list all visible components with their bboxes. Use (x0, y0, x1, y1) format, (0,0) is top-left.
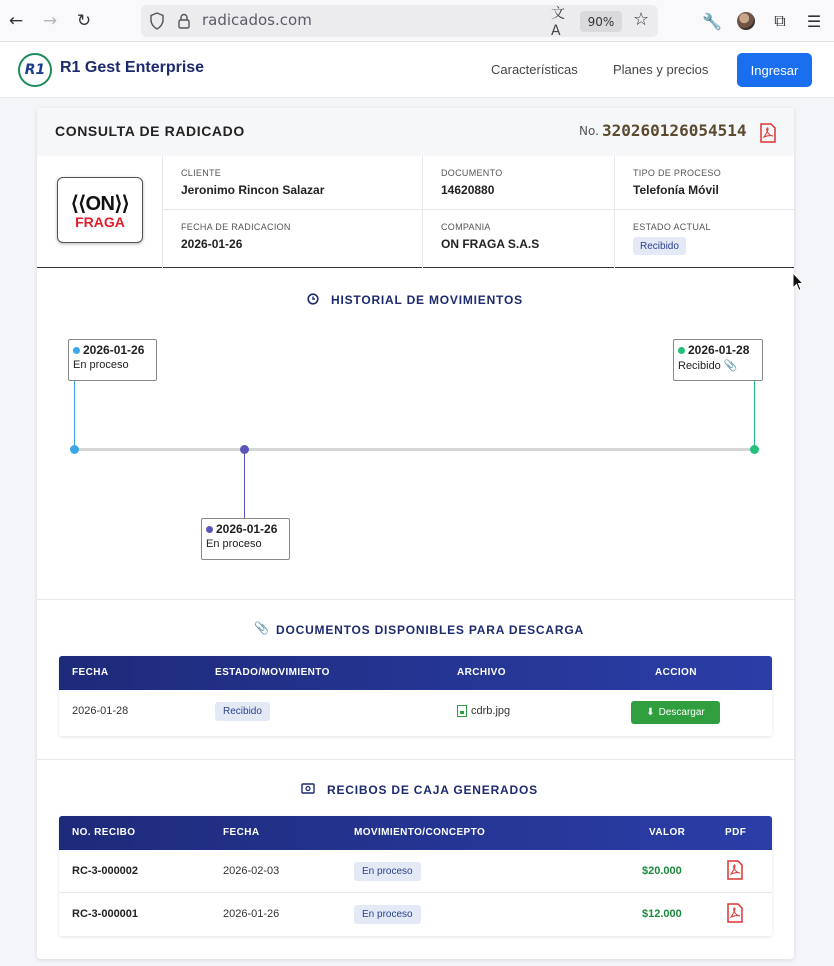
mouse-cursor-icon (792, 272, 804, 292)
pdf-icon[interactable] (759, 123, 777, 143)
documento-value: 14620880 (441, 183, 495, 197)
nav-planes-precios[interactable]: Planes y precios (613, 62, 709, 77)
info-grid (37, 156, 794, 268)
extensions-icon[interactable]: ⧉ (774, 11, 786, 30)
zoom-indicator[interactable]: 90% (580, 11, 622, 32)
table-row: 2026-01-28 Recibido cdrb.jpg ⬇ Descargar (59, 690, 772, 733)
image-file-icon (457, 705, 467, 717)
paperclip-icon[interactable]: 📎 (723, 360, 738, 372)
timeline-track (74, 448, 755, 451)
pdf-icon[interactable] (726, 903, 744, 923)
wrench-icon[interactable]: 🔧 (702, 11, 722, 31)
forward-icon[interactable]: → (42, 11, 58, 31)
recibos-title: RECIBOS DE CAJA GENERADOS (327, 783, 538, 797)
login-button[interactable]: Ingresar (737, 53, 812, 87)
file-link[interactable]: cdrb.jpg (457, 705, 510, 717)
brand-logo[interactable]: R1 (18, 53, 52, 87)
table-row: RC-3-000002 2026-02-03 En proceso $20.000 (59, 850, 772, 893)
translate-icon[interactable]: 文A (551, 6, 565, 39)
compania-label: COMPANIA (441, 222, 491, 232)
cliente-value: Jeronimo Rincon Salazar (181, 183, 325, 197)
browser-toolbar (0, 0, 834, 42)
site-header (0, 42, 834, 98)
radicado-card (37, 108, 794, 959)
estado-label: ESTADO ACTUAL (633, 222, 711, 232)
number-label: No. (579, 124, 599, 138)
status-badge: En proceso (354, 905, 421, 924)
back-icon[interactable]: ← (8, 11, 24, 31)
reload-icon[interactable]: ↻ (76, 11, 92, 31)
documentos-title: DOCUMENTOS DISPONIBLES PARA DESCARGA (276, 623, 584, 637)
lock-icon[interactable] (177, 12, 191, 30)
money-icon (301, 783, 315, 794)
tipo-value: Telefonía Móvil (633, 183, 719, 197)
status-badge: En proceso (354, 862, 421, 881)
documentos-table: FECHA ESTADO/MOVIMIENTO ARCHIVO ACCION 2026-01-28 Recibido cdrb.jpg ⬇ Descargar (59, 656, 772, 736)
download-button[interactable]: ⬇ Descargar (631, 701, 720, 724)
status-badge: Recibido (633, 237, 686, 255)
timeline-dot (70, 445, 79, 454)
table-row: RC-3-000001 2026-01-26 En proceso $12.000 (59, 893, 772, 936)
url-bar[interactable] (141, 5, 658, 37)
fecha-value: 2026-01-26 (181, 237, 243, 251)
compania-value: ON FRAGA S.A.S (441, 237, 540, 251)
timeline-dot (240, 445, 249, 454)
timeline-dot (750, 445, 759, 454)
fecha-label: FECHA DE RADICACION (181, 222, 291, 232)
recibos-table: NO. RECIBO FECHA MOVIMIENTO/CONCEPTO VALOR PDF RC-3-000002 2026-02-03 En proceso $20.000 RC-3-000001 2026-01-26 En proceso $12.000 (59, 816, 772, 936)
shield-icon[interactable] (149, 12, 165, 30)
radicado-number: 320260126054514 (602, 121, 747, 140)
timeline-event: 2026-01-26 En proceso (68, 339, 157, 381)
card-header (37, 108, 794, 156)
timeline-event: 2026-01-28 Recibido 📎 (673, 339, 763, 381)
paperclip-icon: 📎 (254, 621, 269, 635)
clock-icon (307, 293, 319, 305)
company-logo: ⟨⟨ON⟩⟩ FRAGA (57, 177, 143, 243)
pdf-icon[interactable] (726, 860, 744, 880)
star-icon[interactable]: ☆ (633, 9, 650, 30)
menu-icon[interactable]: ☰ (806, 11, 822, 31)
avatar[interactable] (734, 9, 758, 33)
page-title: CONSULTA DE RADICADO (55, 123, 245, 139)
timeline-event: 2026-01-26 En proceso (201, 518, 290, 560)
documento-label: DOCUMENTO (441, 168, 503, 178)
nav-caracteristicas[interactable]: Características (491, 62, 578, 77)
url-text[interactable]: radicados.com (202, 11, 312, 29)
status-badge: Recibido (215, 702, 270, 721)
download-icon: ⬇ (646, 707, 655, 718)
historial-title: HISTORIAL DE MOVIMIENTOS (331, 293, 523, 307)
brand-name[interactable]: R1 Gest Enterprise (60, 59, 205, 76)
tipo-label: TIPO DE PROCESO (633, 168, 722, 178)
cliente-label: CLIENTE (181, 168, 222, 178)
